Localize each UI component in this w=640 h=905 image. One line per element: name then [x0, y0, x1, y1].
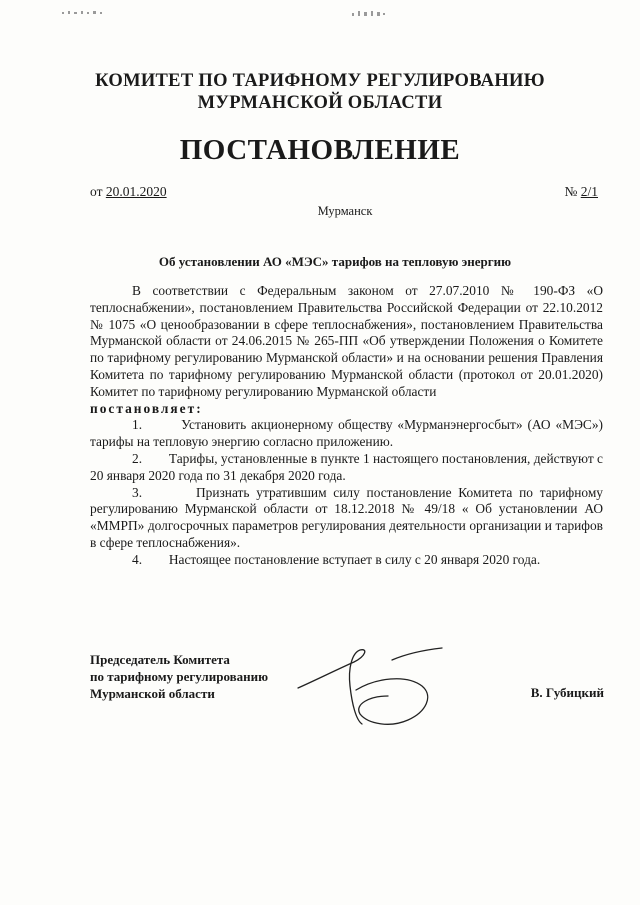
preamble-text: В соответствии с Федеральным законом от 27.07.2010 № 190-ФЗ «О теплоснабжении», постановлением Правительства Российской Федерации от 22.10.2012 № 1075 «О ценообразовании в сфере теплоснабжения», постановлением Правительства Мурманской области от 24.06.2015 № 265-ПП «Об утверждении Положения о Комитете по тарифному регулированию Мурманской области» и на основании решения Правления Комитета по тарифному регулированию Мурманской области (протокол от 20.01.2020) Комитет по тарифному регулированию Мурманской области	[90, 283, 603, 399]
preamble-paragraph	[90, 283, 603, 401]
document-subject: Об установлении АО «МЭС» тарифов на тепловую энергию	[158, 254, 512, 269]
list-item: 3. Признать утратившим силу постановление Комитета по тарифному регулированию Мурманской области от 18.12.2018 № 49/18 « Об установлении АО «ММРП» долгосрочных параметров регулирования деятельности организации и тарифов в сфере теплоснабжения».	[90, 484, 603, 550]
scan-artifact-right	[352, 8, 392, 18]
list-item: 2. Тарифы, установленные в пункте 1 настоящего постановления, действуют с 20 января 2020 года по 31 декабря 2020 года.	[90, 450, 603, 483]
document-title: ПОСТАНОВЛЕНИЕ	[179, 134, 461, 166]
signatory-name: В. Губицкий	[530, 685, 604, 700]
document-city: Мурманск	[317, 204, 373, 218]
signatory-title-line3: Мурманской области	[90, 686, 215, 701]
date-prefix: от	[90, 184, 103, 199]
document-date	[90, 184, 167, 200]
list-item: 1. Установить акционерному обществу «Мурманэнергосбыт» (АО «МЭС») тарифы на тепловую энергию согласно приложению.	[90, 417, 603, 450]
document-body	[90, 283, 603, 569]
ruling-word: постановляет:	[90, 400, 203, 416]
signatory-title-line2: по тарифному регулированию	[90, 669, 269, 684]
committee-name-line1: КОМИТЕТ ПО ТАРИФНОМУ РЕГУЛИРОВАНИЮ	[95, 71, 545, 91]
document-number	[564, 184, 598, 200]
number-value: 2/1	[580, 184, 598, 199]
date-value: 20.01.2020	[105, 184, 167, 199]
signatory-title	[90, 651, 268, 702]
handwritten-signature	[296, 640, 446, 735]
signatory-title-line1: Председатель Комитета	[90, 652, 230, 667]
number-prefix: №	[564, 184, 578, 199]
scan-artifact-left	[62, 8, 112, 18]
committee-name-line2: МУРМАНСКОЙ ОБЛАСТИ	[197, 93, 443, 113]
list-item: 4. Настоящее постановление вступает в силу с 20 января 2020 года.	[132, 551, 541, 567]
